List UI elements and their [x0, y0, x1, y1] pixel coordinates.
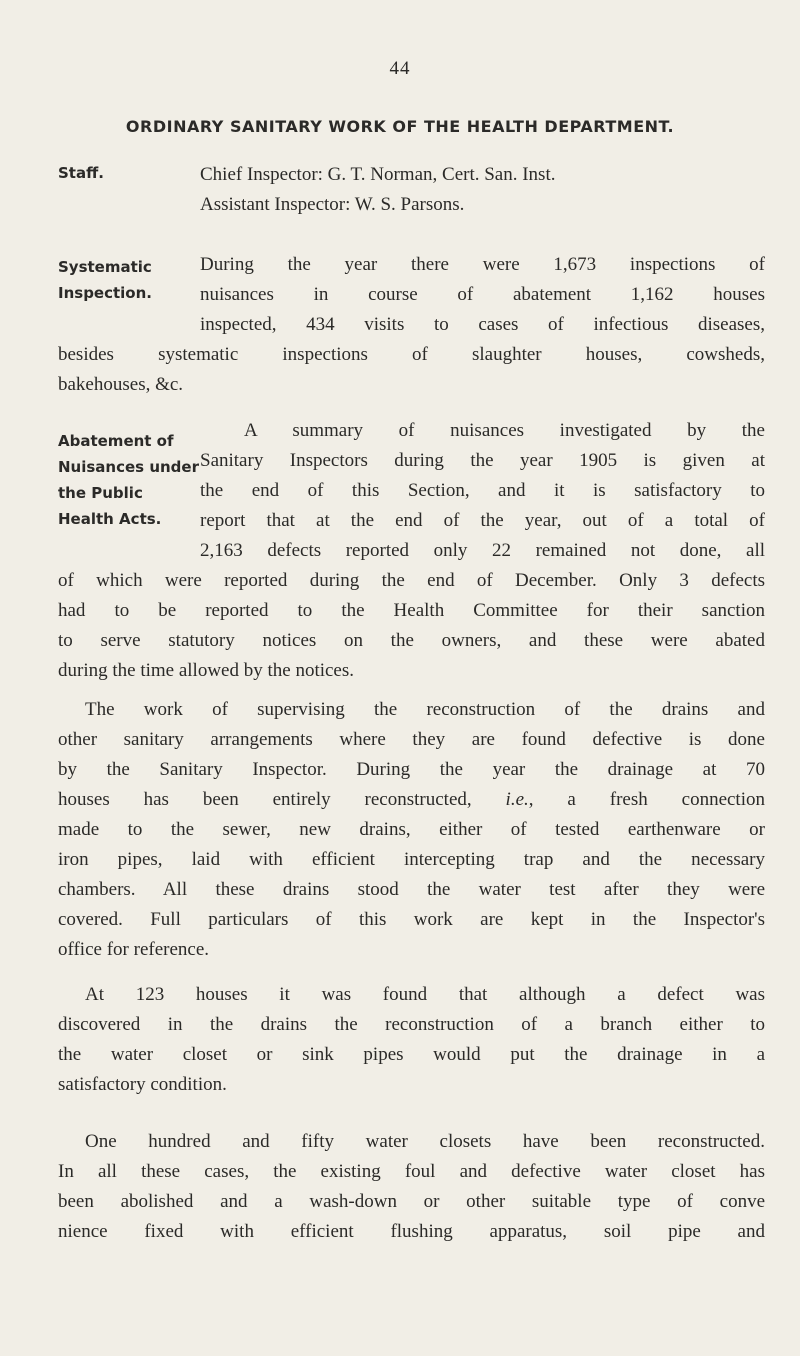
text-line: nience fixed with efficient flushing apparatus, soil pipe and [58, 1221, 765, 1242]
page-title: ORDINARY SANITARY WORK OF THE HEALTH DEPARTMENT. [125, 117, 675, 136]
text-line: During the year there were 1,673 inspections of [200, 254, 765, 275]
text-fragment: , a fresh connection [528, 789, 765, 810]
text-line: of which were reported during the end of December. Only 3 defects [58, 570, 765, 591]
text-line: nuisances in course of abatement 1,162 houses [200, 284, 765, 305]
text-line: had to be reported to the Health Committee for their sanction [58, 600, 765, 621]
text-line: One hundred and fifty water closets have been reconstructed. [85, 1131, 765, 1152]
text-line: satisfactory condition. [58, 1074, 227, 1095]
systematic-side-label [58, 254, 152, 306]
houses-123-paragraph [58, 980, 765, 1100]
text-line: other sanitary arrangements where they are found defective is done [58, 729, 765, 750]
side-label-line: Nuisances under [58, 458, 199, 476]
staff-assistant-inspector: Assistant Inspector: W. S. Parsons. [200, 194, 465, 215]
text-line: The work of supervising the reconstruction of the drains and [85, 699, 765, 720]
side-label-line: Systematic [58, 258, 152, 276]
text-line: Sanitary Inspectors during the year 1905 is given at [200, 450, 765, 471]
text-line: covered. Full particulars of this work are kept in the Inspector's [58, 909, 765, 930]
systematic-indented-text [200, 250, 765, 340]
side-label-line: Abatement of [58, 432, 174, 450]
side-label-line: Inspection. [58, 284, 152, 302]
text-line: In all these cases, the existing foul and defective water closet has [58, 1161, 765, 1182]
text-line: discovered in the drains the reconstruction of a branch either to [58, 1014, 765, 1035]
side-label-line: the Public [58, 484, 143, 502]
italic-abbreviation: i.e. [505, 789, 529, 810]
systematic-full-text [58, 340, 765, 400]
text-line: by the Sanitary Inspector. During the year the drainage at 70 [58, 759, 765, 780]
page-number: 44 [389, 58, 411, 79]
text-line: office for reference. [58, 939, 210, 960]
staff-label: Staff. [58, 164, 104, 182]
text-line: A summary of nuisances investigated by the [244, 420, 765, 441]
text-line: besides systematic inspections of slaughter houses, cowsheds, [58, 344, 765, 365]
text-line: made to the sewer, new drains, either of tested earthenware or [58, 819, 765, 840]
drains-paragraph [58, 695, 765, 965]
text-line: 2,163 defects reported only 22 remained not done, all [200, 540, 765, 561]
text-line: been abolished and a wash-down or other suitable type of conve [58, 1191, 765, 1212]
text-line: chambers. All these drains stood the water test after they were [58, 879, 765, 900]
staff-chief-inspector: Chief Inspector: G. T. Norman, Cert. San. Inst. [200, 164, 556, 185]
text-line: during the time allowed by the notices. [58, 660, 355, 681]
text-line: the end of this Section, and it is satisfactory to [200, 480, 765, 501]
staff-side-label [58, 160, 104, 186]
text-line: inspected, 434 visits to cases of infectious diseases, [200, 314, 765, 335]
abatement-full-text [58, 566, 765, 686]
text-fragment: houses has been entirely reconstructed, [58, 789, 472, 810]
abatement-indented-text [200, 416, 765, 566]
side-label-line: Health Acts. [58, 510, 162, 528]
staff-section [200, 160, 765, 220]
text-line [58, 785, 765, 815]
text-line: iron pipes, laid with efficient intercepting trap and the necessary [58, 849, 765, 870]
closets-paragraph [58, 1127, 765, 1247]
abatement-side-label [58, 428, 199, 532]
text-line: to serve statutory notices on the owners, and these were abated [58, 630, 765, 651]
text-line: At 123 houses it was found that although a defect was [85, 984, 765, 1005]
text-line: bakehouses, &c. [58, 374, 184, 395]
text-line: report that at the end of the year, out of a total of [200, 510, 765, 531]
text-line: the water closet or sink pipes would put the drainage in a [58, 1044, 765, 1065]
